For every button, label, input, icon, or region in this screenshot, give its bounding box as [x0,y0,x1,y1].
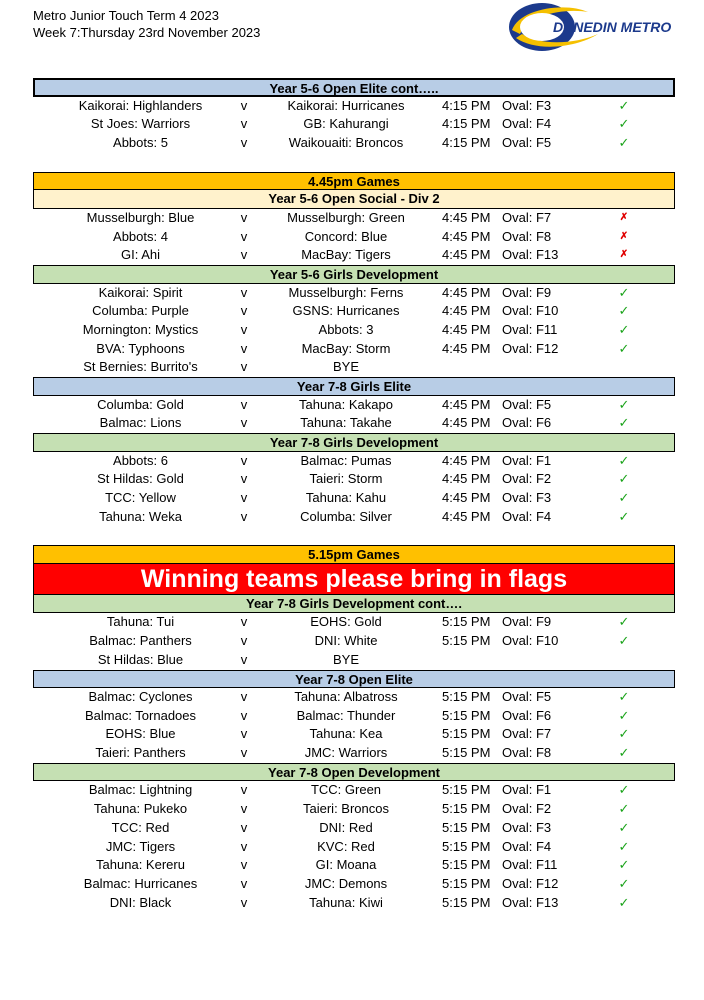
game-time: 4:45 PM [442,340,491,356]
game-time: 4:15 PM [442,116,491,132]
versus-label: v [240,894,248,910]
home-team: Tahuna: Tui [106,614,175,630]
fixture-row [33,819,675,838]
home-team: Abbots: 6 [113,452,168,468]
fixture-row [33,651,675,670]
versus-label: v [240,116,248,132]
check-icon: ✓ [618,782,630,798]
cross-icon: ✗ [619,230,629,242]
away-team: Musselburgh: Green [287,209,405,225]
check-icon: ✓ [618,303,630,319]
versus-label: v [240,415,248,431]
home-team: Tahuna: Pukeko [93,801,188,817]
field-location: Oval: F3 [502,819,552,835]
away-team: Abbots: 3 [318,321,374,337]
versus-label: v [240,508,248,524]
fixture-row [33,707,675,726]
check-icon: ✓ [618,471,630,487]
home-team: Columba: Purple [92,303,189,319]
cross-icon: ✗ [619,211,629,223]
versus-label: v [240,228,248,244]
fixture-row [33,725,675,744]
check-icon: ✓ [618,415,630,431]
away-team: Columba: Silver [300,508,392,524]
field-location: Oval: F2 [502,471,552,487]
fixture-row [33,396,675,415]
field-location: Oval: F4 [502,508,552,524]
home-team: Mornington: Mystics [82,321,199,337]
home-team: Kaikorai: Spirit [98,284,183,300]
away-team: JMC: Warriors [304,745,388,761]
away-team: MacBay: Tigers [301,247,391,263]
field-location: Oval: F9 [502,614,552,630]
division-header: Year 7-8 Open Elite [33,670,675,689]
fixture-schedule [33,78,675,912]
check-icon: ✓ [618,857,630,873]
versus-label: v [240,838,248,854]
competition-title: Metro Junior Touch Term 4 2023 [33,8,219,23]
away-team: DNI: White [314,633,378,649]
game-time: 5:15 PM [442,614,491,630]
versus-label: v [240,707,248,723]
field-location: Oval: F12 [502,875,559,891]
time-slot-header: 4.45pm Games [33,172,675,191]
field-location: Oval: F4 [502,838,552,854]
versus-label: v [240,875,248,891]
field-location: Oval: F10 [502,303,559,319]
fixture-row [33,744,675,763]
check-icon: ✓ [618,97,630,113]
fixture-row [33,452,675,471]
field-location: Oval: F2 [502,801,552,817]
logo-wordmark: DUNEDIN METRO [553,19,672,35]
notice-banner: Winning teams please bring in flags [33,564,675,595]
check-icon: ✓ [618,284,630,300]
game-time: 5:15 PM [442,689,491,705]
game-time: 4:15 PM [442,134,491,150]
game-time: 5:15 PM [442,838,491,854]
game-time: 4:15 PM [442,97,491,113]
check-icon: ✓ [618,396,630,412]
game-time: 4:45 PM [442,209,491,225]
check-icon: ✓ [618,116,630,132]
field-location: Oval: F12 [502,340,559,356]
away-team: Tahuna: Takahe [300,415,392,431]
check-icon: ✓ [618,452,630,468]
check-icon: ✓ [618,819,630,835]
game-time: 4:45 PM [442,303,491,319]
field-location: Oval: F4 [502,116,552,132]
home-team: Tahuna: Kereru [96,857,185,873]
check-icon: ✓ [618,801,630,817]
versus-label: v [240,745,248,761]
versus-label: v [240,321,248,337]
fixture-row [33,246,675,265]
game-time: 5:15 PM [442,745,491,761]
home-team: TCC: Red [111,819,170,835]
field-location: Oval: F6 [502,415,552,431]
away-team: TCC: Green [310,782,382,798]
field-location: Oval: F7 [502,726,552,742]
game-time: 5:15 PM [442,801,491,817]
versus-label: v [240,801,248,817]
fixture-row [33,781,675,800]
home-team: Abbots: 4 [113,228,168,244]
week-date: Week 7:Thursday 23rd November 2023 [33,25,261,40]
division-header: Year 7-8 Girls Development cont…. [33,595,675,614]
fixture-row [33,115,675,134]
away-team: Waikouaiti: Broncos [288,134,404,150]
check-icon: ✓ [618,321,630,337]
versus-label: v [240,471,248,487]
home-team: Balmac: Panthers [89,633,192,649]
cross-icon: ✗ [619,249,629,261]
check-icon: ✓ [618,340,630,356]
game-time: 5:15 PM [442,782,491,798]
away-team: Taieri: Storm [309,471,383,487]
versus-label: v [240,489,248,505]
versus-label: v [240,97,248,113]
game-time: 4:45 PM [442,508,491,524]
fixture-row [33,800,675,819]
versus-label: v [240,284,248,300]
fixture-row [33,875,675,894]
versus-label: v [240,340,248,356]
game-time: 4:45 PM [442,228,491,244]
game-time: 5:15 PM [442,819,491,835]
game-time: 4:45 PM [442,321,491,337]
home-team: St Bernies: Burrito's [83,359,198,375]
fixture-row [33,894,675,913]
fixture-row [33,489,675,508]
check-icon: ✓ [618,489,630,505]
check-icon: ✓ [618,614,630,630]
game-time: 5:15 PM [442,726,491,742]
home-team: Abbots: 5 [113,134,168,150]
game-time: 5:15 PM [442,857,491,873]
check-icon: ✓ [618,134,630,150]
away-team: MacBay: Storm [301,340,391,356]
home-team: Musselburgh: Blue [86,209,195,225]
game-time: 4:45 PM [442,247,491,263]
versus-label: v [240,134,248,150]
field-location: Oval: F1 [502,782,552,798]
away-team: EOHS: Gold [310,614,382,630]
home-team: Balmac: Tornadoes [84,707,197,723]
field-location: Oval: F11 [502,857,558,873]
fixture-row [33,838,675,857]
fixture-row [33,284,675,303]
field-location: Oval: F9 [502,284,552,300]
field-location: Oval: F8 [502,228,552,244]
versus-label: v [240,303,248,319]
fixture-row [33,302,675,321]
away-team: Tahuna: Albatross [294,689,398,705]
versus-label: v [240,857,248,873]
division-header: Year 7-8 Girls Development [33,433,675,452]
away-team: GI: Moana [315,857,377,873]
check-icon: ✓ [618,875,630,891]
game-time: 5:15 PM [442,894,491,910]
versus-label: v [240,651,248,667]
home-team: Balmac: Lightning [88,782,193,798]
field-location: Oval: F8 [502,745,552,761]
field-location: Oval: F5 [502,396,552,412]
dunedin-metro-logo [506,0,684,52]
check-icon: ✓ [618,726,630,742]
check-icon: ✓ [618,689,630,705]
division-header: Year 7-8 Girls Elite [33,377,675,396]
fixture-row [33,228,675,247]
fixture-row [33,470,675,489]
game-time: 4:45 PM [442,284,491,300]
field-location: Oval: F13 [502,894,559,910]
game-time: 4:45 PM [442,452,491,468]
fixture-row [33,340,675,359]
fixture-row [33,321,675,340]
versus-label: v [240,689,248,705]
fixture-row [33,632,675,651]
section-gap [33,153,675,172]
game-time: 4:45 PM [442,471,491,487]
home-team: BVA: Typhoons [96,340,185,356]
field-location: Oval: F11 [502,321,558,337]
away-team: GB: Kahurangi [303,116,389,132]
fixture-row [33,613,675,632]
field-location: Oval: F1 [502,452,552,468]
away-team: Tahuna: Kahu [305,489,387,505]
home-team: Balmac: Hurricanes [83,875,198,891]
check-icon: ✓ [618,633,630,649]
away-team: JMC: Demons [304,875,388,891]
time-slot-header: 5.15pm Games [33,545,675,564]
away-team: Kaikorai: Hurricanes [287,97,405,113]
home-team: Taieri: Panthers [95,745,186,761]
away-team: Balmac: Thunder [296,707,396,723]
field-location: Oval: F3 [502,489,552,505]
fixture-row [33,209,675,228]
field-location: Oval: F3 [502,97,552,113]
game-time: 4:45 PM [442,415,491,431]
versus-label: v [240,782,248,798]
home-team: St Hildas: Blue [97,651,184,667]
versus-label: v [240,247,248,263]
fixture-row [33,508,675,527]
versus-label: v [240,452,248,468]
away-team: KVC: Red [317,838,375,854]
check-icon: ✓ [618,745,630,761]
check-icon: ✓ [618,838,630,854]
home-team: TCC: Yellow [105,489,176,505]
check-icon: ✓ [618,508,630,524]
versus-label: v [240,614,248,630]
away-team: Balmac: Pumas [300,452,392,468]
home-team: JMC: Tigers [105,838,176,854]
field-location: Oval: F7 [502,209,552,225]
away-team: GSNS: Hurricanes [292,303,400,319]
away-team: Taieri: Broncos [303,801,389,817]
versus-label: v [240,396,248,412]
versus-label: v [240,819,248,835]
home-team: EOHS: Blue [105,726,176,742]
field-location: Oval: F6 [502,707,552,723]
away-team: Tahuna: Kakapo [299,396,393,412]
away-team: DNI: Red [319,819,373,835]
division-header: Year 5-6 Open Elite cont….. [33,78,675,97]
field-location: Oval: F5 [502,134,552,150]
fixture-row [33,134,675,153]
versus-label: v [240,633,248,649]
away-team: Tahuna: Kiwi [309,894,383,910]
game-time: 5:15 PM [442,875,491,891]
game-time: 5:15 PM [442,707,491,723]
away-team: Concord: Blue [304,228,388,244]
fixture-row [33,688,675,707]
home-team: Kaikorai: Highlanders [78,97,203,113]
home-team: GI: Ahi [120,247,161,263]
home-team: Columba: Gold [97,396,184,412]
document-header [33,7,260,41]
game-time: 4:45 PM [442,489,491,505]
versus-label: v [240,209,248,225]
check-icon: ✓ [618,707,630,723]
division-header: Year 7-8 Open Development [33,763,675,782]
home-team: St Hildas: Gold [97,471,184,487]
field-location: Oval: F5 [502,689,552,705]
home-team: Tahuna: Weka [99,508,182,524]
check-icon: ✓ [618,894,630,910]
away-team: BYE [332,651,359,667]
away-team: BYE [332,359,359,375]
game-time: 5:15 PM [442,633,491,649]
home-team: St Joes: Warriors [90,116,191,132]
section-gap [33,526,675,545]
fixture-row [33,97,675,116]
fixture-row [33,358,675,377]
game-time: 4:45 PM [442,396,491,412]
division-header: Year 5-6 Girls Development [33,265,675,284]
home-team: DNI: Black [109,894,172,910]
fixture-row [33,856,675,875]
home-team: Balmac: Cyclones [88,689,193,705]
versus-label: v [240,359,248,375]
fixture-row [33,414,675,433]
home-team: Balmac: Lions [99,415,182,431]
field-location: Oval: F10 [502,633,559,649]
versus-label: v [240,726,248,742]
field-location: Oval: F13 [502,247,559,263]
division-header: Year 5-6 Open Social - Div 2 [33,190,675,209]
away-team: Musselburgh: Ferns [288,284,404,300]
away-team: Tahuna: Kea [309,726,383,742]
